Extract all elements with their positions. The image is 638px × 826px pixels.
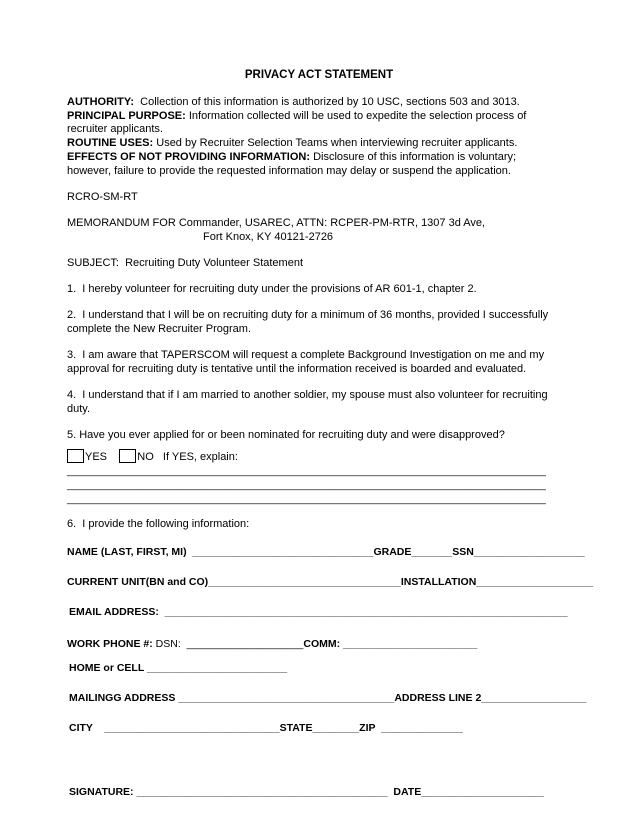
no-checkbox[interactable] (119, 449, 136, 463)
subject-line: SUBJECT: Recruiting Duty Volunteer Statement (67, 257, 303, 269)
paragraph-3-line-1: 3. I am aware that TAPERSCOM will request a complete Background Investigation on me and my (67, 349, 545, 361)
home-cell-field[interactable]: HOME or CELL ________________________ (69, 662, 288, 674)
authority-text: Collection of this information is authorized by 10 USC, sections 503 and 3013. (134, 96, 520, 108)
routine-uses-label: ROUTINE USES: (67, 137, 154, 149)
yes-label: YES (85, 451, 108, 463)
authority-label: AUTHORITY: (67, 96, 135, 108)
yes-checkbox[interactable] (67, 449, 84, 463)
explain-line-1[interactable]: __________________________________________________________________________________ (67, 465, 546, 477)
paragraph-4-line-1: 4. I understand that if I am married to another soldier, my spouse must also volunteer for recruiting (67, 389, 548, 401)
effects-text: Disclosure of this information is voluntary; (310, 151, 517, 163)
email-field[interactable]: EMAIL ADDRESS: _____________________________________________________________________ (69, 606, 568, 618)
paragraph-4-line-2: duty. (67, 403, 91, 415)
principal-purpose-text: Information collected will be used to expedite the selection process of (185, 110, 527, 122)
paragraph-3-line-2: approval for recruiting duty is tentative until the information received is boarded and evaluated. (67, 363, 527, 375)
page-title: PRIVACY ACT STATEMENT (244, 69, 394, 81)
routine-uses-line (67, 136, 517, 150)
routine-uses-text: Used by Recruiter Selection Teams when interviewing recruiter applicants. (153, 137, 518, 149)
effects-text-2: however, failure to provide the requested information may delay or suspend the application. (67, 165, 511, 177)
dsn-field[interactable]: DSN: ____________________ (152, 638, 304, 650)
explain-label: If YES, explain: (162, 451, 238, 463)
name-grade-ssn-field[interactable]: NAME (LAST, FIRST, MI) _______________________________GRADE_______SSN___________________ (67, 546, 585, 558)
unit-installation-field[interactable]: CURRENT UNIT(BN and CO)_________________________________INSTALLATION____________________ (67, 576, 594, 588)
mailing-address-field[interactable]: MAILINGG ADDRESS _____________________________________ADDRESS LINE 2__________________ (69, 692, 587, 704)
work-phone-label: WORK PHONE #: (67, 638, 153, 650)
explain-line-2[interactable]: __________________________________________________________________________________ (67, 479, 546, 491)
paragraph-1: 1. I hereby volunteer for recruiting duty under the provisions of AR 601-1, chapter 2. (67, 283, 477, 295)
authority-line (67, 95, 520, 109)
principal-purpose-line (67, 109, 526, 123)
principal-purpose-label: PRINCIPAL PURPOSE: (67, 110, 186, 122)
office-symbol: RCRO-SM-RT (67, 191, 138, 203)
signature-date-field[interactable]: SIGNATURE: ___________________________________________ DATE_____________________ (69, 786, 544, 798)
city-state-zip-field[interactable]: CITY ______________________________STATE________ZIP ______________ (69, 722, 463, 734)
memorandum-line-1: MEMORANDUM FOR Commander, USAREC, ATTN: RCPER-PM-RTR, 1307 3d Ave, (67, 217, 486, 229)
comm-field[interactable]: COMM: _______________________ (303, 638, 478, 650)
principal-purpose-text-2: recruiter applicants. (67, 123, 163, 135)
paragraph-6: 6. I provide the following information: (67, 518, 250, 530)
memorandum-line-2: Fort Knox, KY 40121-2726 (203, 231, 334, 243)
effects-label: EFFECTS OF NOT PROVIDING INFORMATION: (67, 151, 311, 163)
yes-no-row (67, 449, 238, 464)
work-phone-row (67, 637, 477, 651)
explain-line-3[interactable]: __________________________________________________________________________________ (67, 493, 546, 505)
paragraph-2-line-2: complete the New Recruiter Program. (67, 323, 252, 335)
paragraph-5: 5. Have you ever applied for or been nominated for recruiting duty and were disapproved? (67, 429, 505, 441)
paragraph-2-line-1: 2. I understand that I will be on recruiting duty for a minimum of 36 months, provided I successfully (67, 309, 549, 321)
no-label: NO (137, 451, 154, 463)
effects-line (67, 150, 516, 164)
